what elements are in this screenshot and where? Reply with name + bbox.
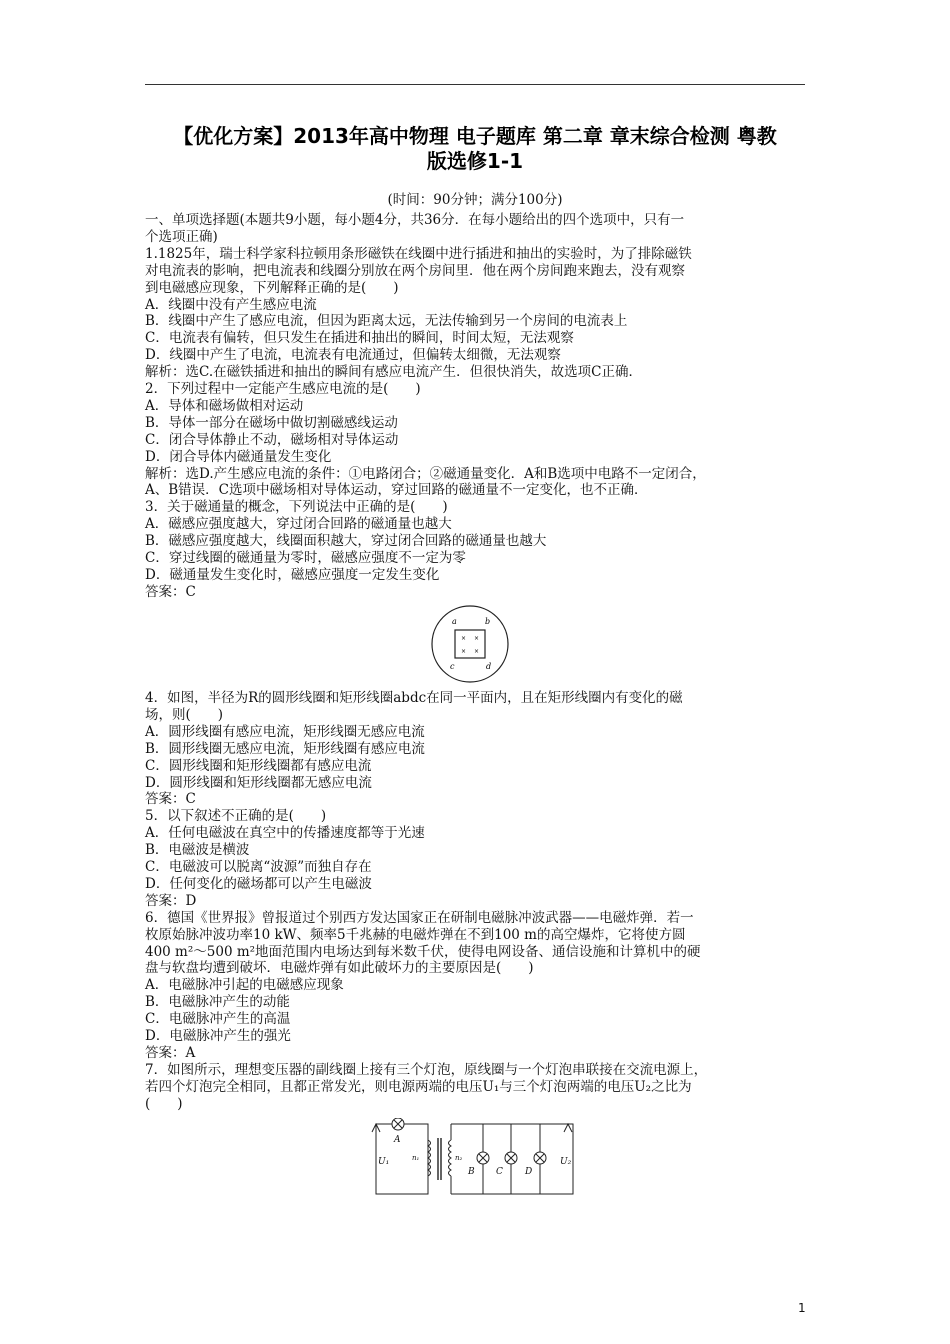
text-line: B．磁感应强度越大，线圈面积越大，穿过闭合回路的磁通量也越大 xyxy=(145,533,547,550)
text-line: B．圆形线圈无感应电流，矩形线圈有感应电流 xyxy=(145,740,425,757)
document-title xyxy=(130,124,820,174)
header-rule xyxy=(145,84,805,85)
rectangular-coil xyxy=(455,630,485,658)
text-line: 2．下列过程中一定能产生感应电流的是( ) xyxy=(145,381,421,397)
label-lamp-b: B xyxy=(468,1167,475,1177)
text-line: C．电流表有偏转，但只发生在插进和抽出的瞬间，时间太短，无法观察 xyxy=(145,330,574,347)
text-line: A．磁感应强度越大，穿过闭合回路的磁通量也越大 xyxy=(145,516,452,533)
text-line: 一、单项选择题(本题共9小题，每小题4分，共36分．在每小题给出的四个选项中，只有一 xyxy=(145,212,685,228)
label-lamp-c: C xyxy=(496,1167,503,1177)
text-line: A．圆形线圈有感应电流，矩形线圈无感应电流 xyxy=(145,723,425,740)
text-line: 1.1825年，瑞士科学家科拉顿用条形磁铁在线圈中进行插进和抽出的实验时，为了排除磁铁 xyxy=(145,245,692,262)
text-line: 6．德国《世界报》曾报道过个别西方发达国家正在研制电磁脉冲波武器——电磁炸弹．若一 xyxy=(145,909,694,926)
text-line: A、B错误．C选项中磁场相对导体运动，穿过回路的磁通量不一定变化，也不正确． xyxy=(145,482,648,499)
label-u2: U₂ xyxy=(560,1157,572,1167)
text-line: B．导体一部分在磁场中做切割磁感线运动 xyxy=(145,414,398,431)
text-line: 3．关于磁通量的概念，下列说法中正确的是( ) xyxy=(145,499,448,516)
text-line: 400 m²～500 m²地面范围内电场达到每米数千伏，使得电网设备、通信设施和计算机中的硬 xyxy=(145,943,701,960)
label-c: c xyxy=(450,662,455,671)
text-line: D．闭合导体内磁通量发生变化 xyxy=(145,448,332,465)
title-line-1: 【优化方案】2013年高中物理 电子题库 第二章 章末综合检测 粤教 xyxy=(173,124,777,148)
label-a: a xyxy=(452,617,457,626)
field-mark-3: × xyxy=(461,648,467,655)
primary-coil xyxy=(428,1140,431,1176)
text-line: D．磁通量发生变化时，磁感应强度一定发生变化 xyxy=(145,566,440,583)
text-line: 对电流表的影响，把电流表和线圈分别放在两个房间里．他在两个房间跑来跑去，没有观察 xyxy=(145,262,685,279)
text-line: C．电磁脉冲产生的高温 xyxy=(145,1011,291,1028)
field-mark-4: × xyxy=(474,648,480,655)
circle-rectangle-coil-figure xyxy=(430,604,510,684)
secondary-coil xyxy=(449,1140,452,1176)
title-line-2: 版选修1-1 xyxy=(426,149,524,173)
label-u1: U₁ xyxy=(378,1157,390,1167)
text-line: D．圆形线圈和矩形线圈都无感应电流 xyxy=(145,774,372,791)
text-line: A．导体和磁场做相对运动 xyxy=(145,397,304,414)
text-line: 解析：选C.在磁铁插进和抽出的瞬间有感应电流产生．但很快消失，故选项C正确． xyxy=(145,364,642,381)
text-line: 枚原始脉冲波功率10 kW、频率5千兆赫的电磁炸弹在不到100 m的高空爆炸，它将使方圆 xyxy=(145,926,686,943)
text-line: B．线圈中产生了感应电流，但因为距离太远，无法传输到另一个房间的电流表上 xyxy=(145,313,628,330)
text-line: A．任何电磁波在真空中的传播速度都等于光速 xyxy=(145,825,425,842)
text-line: C．电磁波可以脱离“波源”而独自存在 xyxy=(145,859,372,875)
exam-time-info: (时间：90分钟；满分100分) xyxy=(387,192,563,208)
label-d: d xyxy=(486,662,492,671)
text-line: 答案：C xyxy=(145,791,196,808)
text-line: 解析：选D.产生感应电流的条件：①电路闭合；②磁通量变化．A和B选项中电路不一定闭合， xyxy=(145,465,706,482)
text-line: 4．如图，半径为R的圆形线圈和矩形线圈abdc在同一平面内，且在矩形线圈内有变化的磁 xyxy=(145,690,683,706)
text-line: C．圆形线圈和矩形线圈都有感应电流 xyxy=(145,757,372,774)
text-line: 盘与软盘均遭到破坏．电磁炸弹有如此破坏力的主要原因是( ) xyxy=(145,960,534,977)
label-lamp-d: D xyxy=(525,1167,533,1177)
text-line: 到电磁感应现象，下列解释正确的是( ) xyxy=(145,279,399,296)
text-line: D．电磁脉冲产生的强光 xyxy=(145,1028,291,1044)
text-line: D．任何变化的磁场都可以产生电磁波 xyxy=(145,875,372,892)
text-line: C．穿过线圈的磁通量为零时，磁感应强度不一定为零 xyxy=(145,550,466,566)
text-line: A．电磁脉冲引起的电磁感应现象 xyxy=(145,977,344,994)
text-line: B．电磁脉冲产生的动能 xyxy=(145,994,290,1011)
text-line: 答案：A xyxy=(145,1044,196,1061)
label-lamp-a: A xyxy=(394,1135,401,1145)
text-line: 答案：D xyxy=(145,892,197,909)
text-line: C．闭合导体静止不动，磁场相对导体运动 xyxy=(145,431,399,448)
page-number: 1 xyxy=(798,1301,806,1315)
transformer-circuit-figure xyxy=(368,1118,583,1200)
circular-coil xyxy=(432,606,508,682)
text-line: D．线圈中产生了电流，电流表有电流通过，但偏转太细微，无法观察 xyxy=(145,347,561,364)
text-line: 个选项正确) xyxy=(145,228,218,245)
text-line: 7．如图所示，理想变压器的副线圈上接有三个灯泡，原线圈与一个灯泡串联接在交流电源上， xyxy=(145,1061,708,1078)
field-mark-1: × xyxy=(461,635,467,642)
text-line: 答案：C xyxy=(145,583,196,600)
text-line: B．电磁波是横波 xyxy=(145,842,250,859)
text-line: 5．以下叙述不正确的是( ) xyxy=(145,808,327,825)
text-line: 场，则( ) xyxy=(145,706,224,723)
label-n2: n₂ xyxy=(455,1154,463,1162)
text-line: ( ) xyxy=(145,1095,183,1112)
field-mark-2: × xyxy=(474,635,480,642)
label-n1: n₁ xyxy=(412,1154,420,1162)
text-line: A．线圈中没有产生感应电流 xyxy=(145,296,317,313)
label-b: b xyxy=(485,617,491,626)
text-line: 若四个灯泡完全相同，且都正常发光，则电源两端的电压U₁与三个灯泡两端的电压U₂之比为 xyxy=(145,1078,692,1095)
